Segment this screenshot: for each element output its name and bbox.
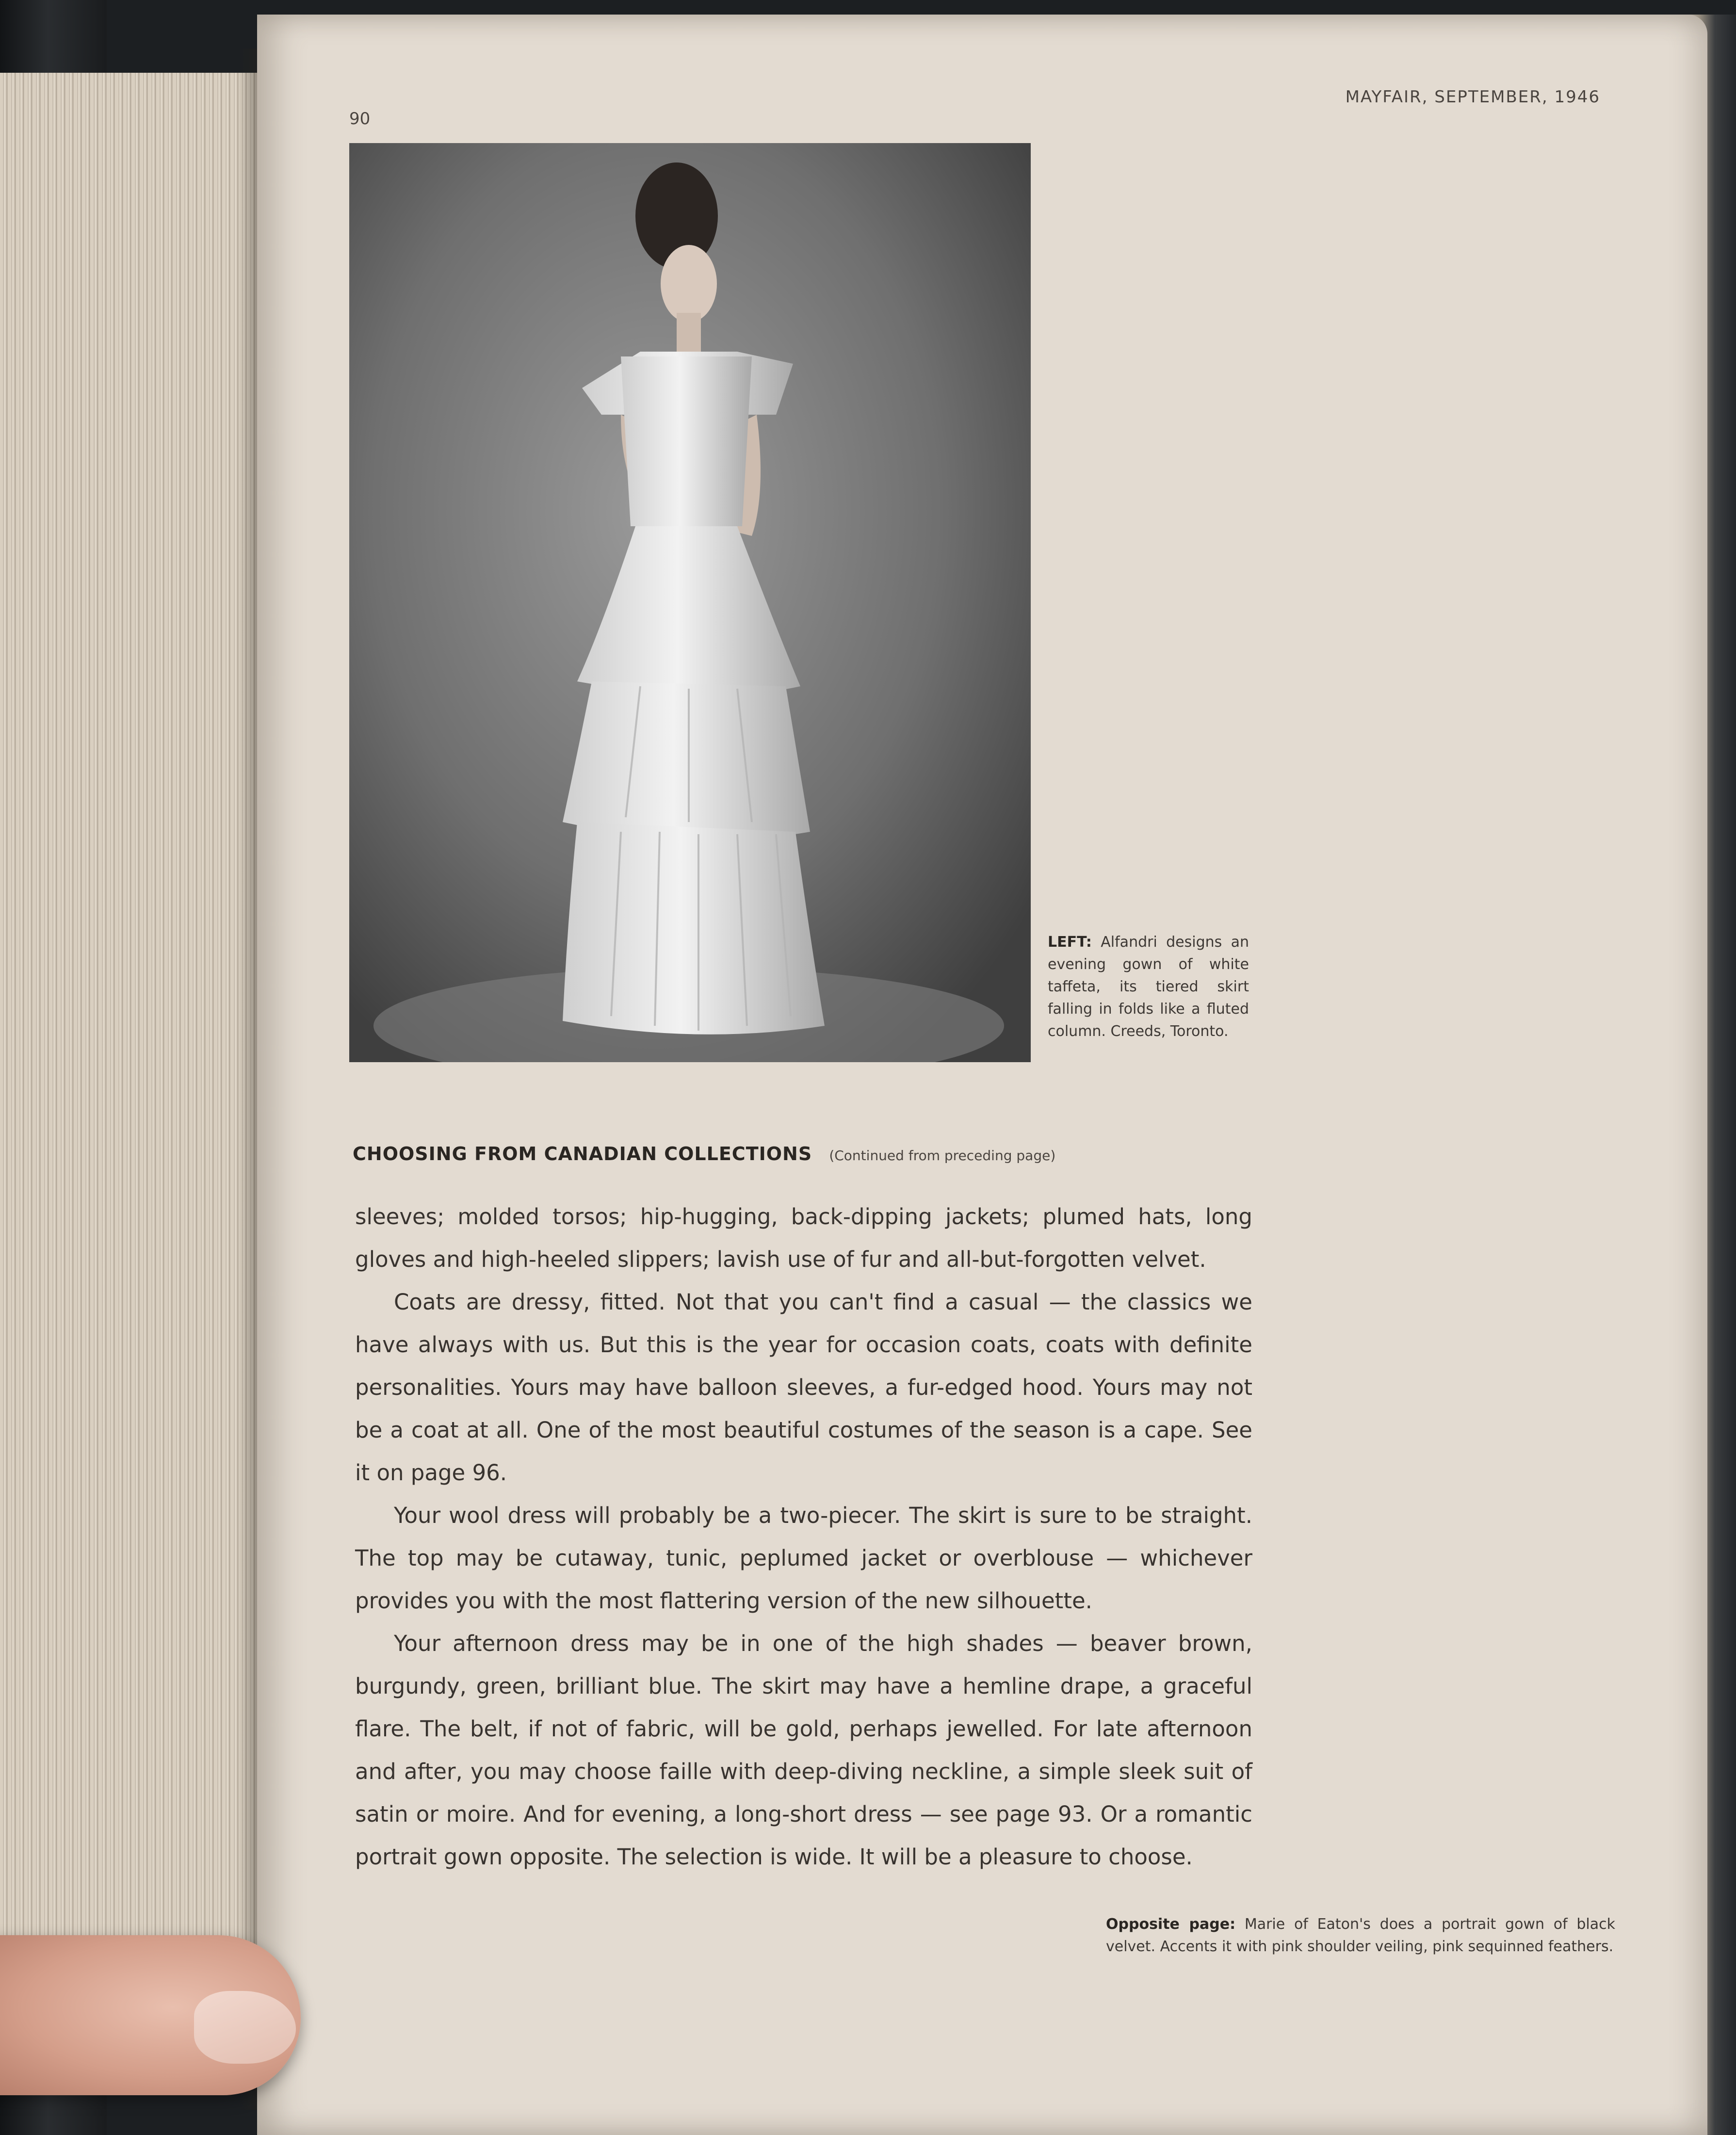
model-in-gown-illustration <box>349 143 1031 1062</box>
page-stack <box>0 73 265 2086</box>
article-paragraph: Your afternoon dress may be in one of the high shades — beaver brown, burgundy, green, brilliant blue. The skirt may have a hemline drape, a graceful flare. The belt, if not of fabric, will be gold, perhaps jewelled. For late afternoon and after, you may choose faille with deep-diving neckline, a simple sleek suit of satin or moire. And for evening, a long-short dress — see page 93. Or a romantic portrait gown opposite. The selection is wide. It will be a pleasure to choose. <box>355 1631 1252 1870</box>
photo-caption <box>1048 931 1249 1043</box>
article-heading <box>353 1143 1274 1165</box>
article-title: CHOOSING FROM CANADIAN COLLECTIONS <box>353 1143 812 1165</box>
page-number: 90 <box>349 109 371 129</box>
article-paragraph: Coats are dressy, fitted. Not that you can't find a casual — the classics we have always with us. But this is the year for occasion coats, coats with definite personalities. Yours may have balloon sleeves, a fur-edged hood. Yours may not be a coat at all. One of the most beautiful costumes of the season is a cape. See it on page 96. <box>355 1289 1252 1486</box>
article-paragraph: sleeves; molded torsos; hip-hugging, back-dipping jackets; plumed hats, long gloves and high-heeled slippers; lavish use of fur and all-but-forgotten velvet. <box>355 1204 1252 1272</box>
article-paragraph: Your wool dress will probably be a two-piecer. The skirt is sure to be straight. The top may be cutaway, tunic, peplumed jacket or overblouse — whichever provides you with the most flattering version of the new silhouette. <box>355 1503 1252 1614</box>
caption-text: Marie of Eaton's does a portrait gown of black velvet. Accents it with pink shoulder veiling, pink sequinned feathers. <box>1106 1916 1615 1955</box>
opposite-page-caption <box>1106 1913 1615 1958</box>
caption-text: Alfandri designs an evening gown of white taffeta, its tiered skirt falling in folds like a fluted column. Creeds, Toronto. <box>1048 934 1249 1040</box>
evening-gown-photo <box>349 143 1031 1062</box>
caption-lead: LEFT: <box>1048 934 1092 951</box>
running-header: MAYFAIR, SEPTEMBER, 1946 <box>1345 87 1600 107</box>
thumb-nail <box>194 1991 296 2064</box>
continued-note: (Continued from preceding page) <box>829 1148 1056 1164</box>
article-body <box>355 1196 1252 1878</box>
caption-lead: Opposite page: <box>1106 1916 1236 1933</box>
